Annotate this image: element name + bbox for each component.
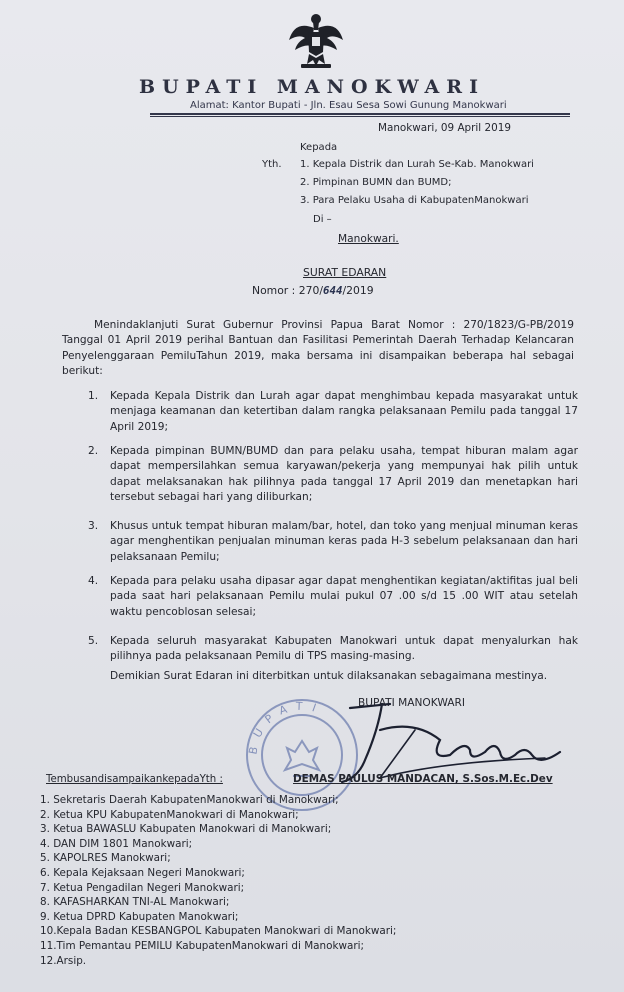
stamp-text: BUPATI — [246, 699, 327, 756]
signatory-position: BUPATI MANOKWARI — [358, 697, 465, 709]
document-number — [252, 284, 374, 297]
letterhead-rule-thin — [150, 116, 570, 117]
cc-list — [40, 793, 396, 968]
cc-list-item: 10.Kepala Badan KESBANGPOL Kabupaten Manokwari di Manokwari; — [40, 925, 397, 938]
list-item — [88, 574, 578, 620]
number-prefix: Nomor : 270/ — [252, 284, 323, 297]
addressee-city: Manokwari. — [338, 233, 399, 245]
list-item-text: Kepada seluruh masyarakat Kabupaten Manokwari untuk dapat menyalurkan hak pilihnya pada pelaksanaan Pemilu di TPS masing-masing. — [110, 635, 578, 663]
closing-sentence: Demikian Surat Edaran ini diterbitkan untuk dilaksanakan sebagaimana mestinya. — [110, 670, 548, 682]
signatory-name: DEMAS PAULUS MANDACAN, S.Sos.M.Ec.Dev — [293, 773, 553, 785]
list-item-number: 3. — [88, 520, 99, 532]
list-item-text: Kepada pimpinan BUMN/BUMD dan para pelaku usaha, tempat hiburan malam agar dapat mempersilahkan semua karyawan/pekerja yang mempunyai hak pilih untuk dapat melaksanakan hak pilihnya pada tanggal 17 April 2019 dan menetapkan hari tersebut sebagai hari yang diliburkan; — [110, 445, 578, 503]
list-item — [88, 444, 578, 505]
cc-list-item: 12.Arsip. — [40, 954, 87, 967]
cc-list-item: 3. Ketua BAWASLU Kabupaten Manokwari di Manokwari; — [40, 823, 332, 836]
cc-heading: TembusandisampaikankepadaYth : — [46, 774, 223, 785]
cc-list-item: 2. Ketua KPU KabupatenManokwari di Manokwari; — [40, 808, 299, 821]
recipient-item: 2. Pimpinan BUMN dan BUMD; — [300, 177, 452, 188]
list-item-number: 2. — [88, 445, 99, 457]
number-handwritten: 644 — [323, 284, 343, 297]
cc-list-item: 8. KAFASHARKAN TNI-AL Manokwari; — [40, 896, 230, 909]
letterhead-address: Alamat: Kantor Bupati - Jln. Esau Sesa Sowi Gunung Manokwari — [190, 100, 507, 111]
list-item — [88, 519, 578, 565]
letterhead-rule — [150, 113, 570, 115]
place-date: Manokwari, 09 April 2019 — [378, 122, 511, 134]
cc-list-item: 6. Kepala Kejaksaan Negeri Manokwari; — [40, 866, 245, 879]
recipient-item: 1. Kepala Distrik dan Lurah Se-Kab. Manokwari — [300, 159, 534, 170]
addressee-yth: Yth. — [262, 159, 282, 170]
cc-list-item: 9. Ketua DPRD Kabupaten Manokwari; — [40, 910, 239, 923]
garuda-emblem-icon — [287, 10, 345, 70]
addressee-kepada: Kepada — [300, 142, 338, 153]
list-item-number: 1. — [88, 390, 99, 402]
intro-paragraph: Menindaklanjuti Surat Gubernur Provinsi Papua Barat Nomor : 270/1823/G-PB/2019 Tanggal 01 April 2019 perihal Bantuan dan Fasilitasi Pemerintah Daerah Terhadap Kelancaran Penyelenggaraan PemiluTahun 2019, maka bersama ini disampaikan beberapa hal sebagai berikut: — [62, 319, 574, 377]
cc-list-item: 1. Sekretaris Daerah KabupatenManokwari di Manokwari; — [40, 794, 339, 806]
document-title: SURAT EDARAN — [303, 266, 387, 279]
cc-list-item: 11.Tim Pemantau PEMILU KabupatenManokwari di Manokwari; — [40, 939, 365, 952]
cc-list-item: 4. DAN DIM 1801 Manokwari; — [40, 837, 193, 850]
list-item — [88, 389, 578, 435]
number-suffix: /2019 — [342, 284, 374, 297]
recipient-item: 3. Para Pelaku Usaha di KabupatenManokwari — [300, 195, 529, 206]
list-item — [88, 634, 578, 665]
list-item-text: Kepada Kepala Distrik dan Lurah agar dapat menghimbau kepada masyarakat untuk menjaga keamanan dan ketertiban dalam rangka pelaksanaan Pemilu pada tanggal 17 April 2019; — [110, 390, 578, 433]
list-item-text: Kepada para pelaku usaha dipasar agar dapat menghentikan kegiatan/aktifitas jual beli pada saat hari pelaksanaan Pemilu mulai pukul 07 .00 s/d 15 .00 WIT atau setelah waktu pencoblosan selesai; — [110, 575, 578, 618]
cc-list-item: 5. KAPOLRES Manokwari; — [40, 852, 171, 865]
list-item-number: 5. — [88, 635, 99, 647]
addressee-di: Di – — [313, 214, 332, 225]
cc-list-item: 7. Ketua Pengadilan Negeri Manokwari; — [40, 881, 245, 894]
list-item-number: 4. — [88, 575, 99, 587]
letterhead-title: BUPATI MANOKWARI — [139, 76, 485, 98]
list-item-text: Khusus untuk tempat hiburan malam/bar, hotel, dan toko yang menjual minuman keras agar menghentikan penjualan minuman keras pada H-3 sebelum pelaksanaan dan hari pelaksanaan Pemilu; — [110, 520, 578, 563]
